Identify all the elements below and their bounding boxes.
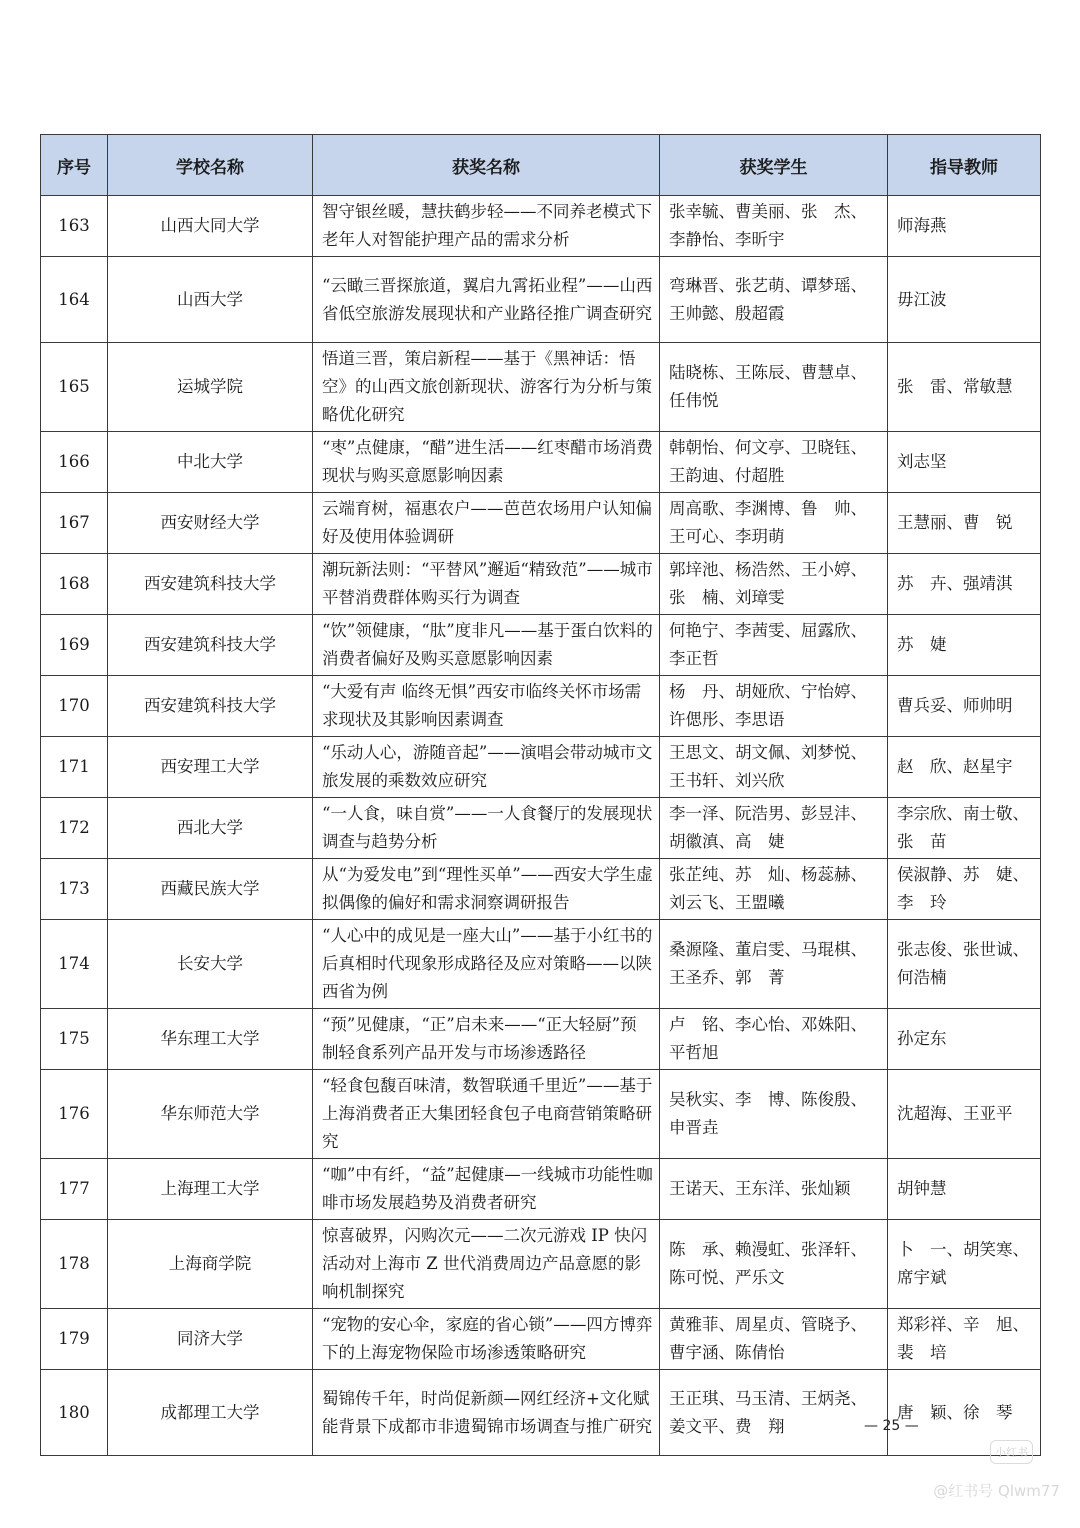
cell-award: “一人食，味自赏”——一人食餐厅的发展现状调查与趋势分析 (313, 798, 660, 859)
cell-students: 张幸毓、曹美丽、张 杰、李静怡、李昕宇 (660, 196, 888, 257)
cell-no: 167 (41, 493, 108, 554)
header-no: 序号 (41, 135, 108, 196)
cell-students: 杨 丹、胡娅欣、宁怡婷、许偲彤、李思语 (660, 676, 888, 737)
table-row (41, 1070, 1041, 1159)
cell-teachers: 卜 一、胡笑寒、席宇斌 (888, 1220, 1041, 1309)
cell-no: 171 (41, 737, 108, 798)
table-body (41, 196, 1041, 1456)
cell-no: 172 (41, 798, 108, 859)
cell-teachers: 苏 婕 (888, 615, 1041, 676)
header-students: 获奖学生 (660, 135, 888, 196)
cell-students: 桑源隆、董启雯、马琨棋、王圣乔、郭 菁 (660, 920, 888, 1009)
cell-school: 中北大学 (108, 432, 313, 493)
cell-teachers: 苏 卉、强靖淇 (888, 554, 1041, 615)
cell-students: 王诺天、王东洋、张灿颖 (660, 1159, 888, 1220)
cell-award: “咖”中有纤，“益”起健康—一线城市功能性咖啡市场发展趋势及消费者研究 (313, 1159, 660, 1220)
cell-students: 周高歌、李渊博、鲁 帅、王可心、李玥萌 (660, 493, 888, 554)
cell-school: 山西大同大学 (108, 196, 313, 257)
cell-teachers: 刘志坚 (888, 432, 1041, 493)
cell-students: 何艳宁、李茜雯、屈露欣、李正哲 (660, 615, 888, 676)
cell-no: 163 (41, 196, 108, 257)
table-row (41, 196, 1041, 257)
cell-teachers: 李宗欣、南士敬、张 苗 (888, 798, 1041, 859)
cell-school: 华东师范大学 (108, 1070, 313, 1159)
cell-teachers: 唐 颖、徐 琴 (888, 1370, 1041, 1456)
cell-teachers: 师海燕 (888, 196, 1041, 257)
cell-students: 王正琪、马玉清、王炳尧、姜文平、费 翔 (660, 1370, 888, 1456)
cell-no: 177 (41, 1159, 108, 1220)
cell-students: 陆晓栋、王陈辰、曹慧卓、任伟悦 (660, 343, 888, 432)
table-row (41, 343, 1041, 432)
cell-no: 178 (41, 1220, 108, 1309)
cell-students: 陈 承、赖漫虹、张泽轩、陈可悦、严乐文 (660, 1220, 888, 1309)
cell-school: 上海商学院 (108, 1220, 313, 1309)
cell-no: 173 (41, 859, 108, 920)
table-row (41, 1220, 1041, 1309)
cell-award: “轻食包馥百味清，数智联通千里近”——基于上海消费者正大集团轻食包子电商营销策略研究 (313, 1070, 660, 1159)
table-header (41, 135, 1041, 196)
cell-award: “宠物的安心伞，家庭的省心锁”——四方博弈下的上海宠物保险市场渗透策略研究 (313, 1309, 660, 1370)
cell-students: 黄雅菲、周星贞、管晓予、曹宇涵、陈倩怡 (660, 1309, 888, 1370)
cell-school: 成都理工大学 (108, 1370, 313, 1456)
cell-award: “云瞰三晋探旅道，翼启九霄拓业程”——山西省低空旅游发展现状和产业路径推广调查研究 (313, 257, 660, 343)
cell-school: 西安建筑科技大学 (108, 554, 313, 615)
watermark-logo: 小红书 (990, 1440, 1033, 1464)
table-row (41, 798, 1041, 859)
cell-no: 168 (41, 554, 108, 615)
cell-students: 王思文、胡文佩、刘梦悦、王书轩、刘兴欣 (660, 737, 888, 798)
header-school: 学校名称 (108, 135, 313, 196)
header-row (41, 135, 1041, 196)
table-row (41, 432, 1041, 493)
cell-no: 176 (41, 1070, 108, 1159)
table-row (41, 859, 1041, 920)
cell-award: 悟道三晋，策启新程——基于《黑神话：悟空》的山西文旅创新现状、游客行为分析与策略优化研究 (313, 343, 660, 432)
cell-students: 弯琳晋、张艺萌、谭梦瑶、王帅懿、殷超霞 (660, 257, 888, 343)
cell-award: “人心中的成见是一座大山”——基于小红书的后真相时代现象形成路径及应对策略——以陕西省为例 (313, 920, 660, 1009)
table-row (41, 554, 1041, 615)
table-row (41, 257, 1041, 343)
cell-teachers: 毋江波 (888, 257, 1041, 343)
cell-award: “预”见健康，“正”启未来——“正大轻厨”预制轻食系列产品开发与市场渗透路径 (313, 1009, 660, 1070)
header-teachers: 指导教师 (888, 135, 1041, 196)
cell-teachers: 侯淑静、苏 婕、李 玲 (888, 859, 1041, 920)
cell-school: 上海理工大学 (108, 1159, 313, 1220)
cell-students: 郭垶池、杨浩然、王小婷、张 楠、刘璋雯 (660, 554, 888, 615)
cell-award: “大爱有声 临终无惧”西安市临终关怀市场需求现状及其影响因素调查 (313, 676, 660, 737)
cell-no: 180 (41, 1370, 108, 1456)
cell-school: 西安建筑科技大学 (108, 676, 313, 737)
cell-award: 蜀锦传千年，时尚促新颜—网红经济+文化赋能背景下成都市非遗蜀锦市场调查与推广研究 (313, 1370, 660, 1456)
cell-award: “饮”领健康，“肽”度非凡——基于蛋白饮料的消费者偏好及购买意愿影响因素 (313, 615, 660, 676)
cell-no: 169 (41, 615, 108, 676)
table-row (41, 1009, 1041, 1070)
cell-teachers: 孙定东 (888, 1009, 1041, 1070)
table-row (41, 615, 1041, 676)
cell-award: “乐动人心，游随音起”——演唱会带动城市文旅发展的乘数效应研究 (313, 737, 660, 798)
cell-school: 同济大学 (108, 1309, 313, 1370)
cell-students: 李一泽、阮浩男、彭昱沣、胡徽滇、高 婕 (660, 798, 888, 859)
cell-award: 从“为爱发电”到“理性买单”——西安大学生虚拟偶像的偏好和需求洞察调研报告 (313, 859, 660, 920)
cell-teachers: 王慧丽、曹 锐 (888, 493, 1041, 554)
cell-no: 179 (41, 1309, 108, 1370)
page-number: — 25 — (864, 1418, 919, 1434)
cell-no: 166 (41, 432, 108, 493)
table-row (41, 737, 1041, 798)
watermark-account: @红书号 Qlwm77 (933, 1482, 1060, 1500)
cell-award: 云端育树，福惠农户——芭芭农场用户认知偏好及使用体验调研 (313, 493, 660, 554)
cell-students: 吴秋实、李 博、陈俊殷、申晋垚 (660, 1070, 888, 1159)
cell-teachers: 张志俊、张世诚、何浩楠 (888, 920, 1041, 1009)
cell-award: 潮玩新法则：“平替风”邂逅“精致范”——城市平替消费群体购买行为调查 (313, 554, 660, 615)
cell-teachers: 郑彩祥、辛 旭、裴 培 (888, 1309, 1041, 1370)
cell-no: 174 (41, 920, 108, 1009)
cell-school: 运城学院 (108, 343, 313, 432)
table-row (41, 1370, 1041, 1456)
cell-school: 西安财经大学 (108, 493, 313, 554)
cell-award: “枣”点健康，“醋”进生活——红枣醋市场消费现状与购买意愿影响因素 (313, 432, 660, 493)
cell-school: 西藏民族大学 (108, 859, 313, 920)
cell-teachers: 张 雷、常敏慧 (888, 343, 1041, 432)
cell-no: 175 (41, 1009, 108, 1070)
cell-school: 西安建筑科技大学 (108, 615, 313, 676)
cell-students: 韩朝怡、何文亭、卫晓钰、王韵迪、付超胜 (660, 432, 888, 493)
cell-school: 山西大学 (108, 257, 313, 343)
table-row (41, 1159, 1041, 1220)
table-row (41, 676, 1041, 737)
cell-no: 165 (41, 343, 108, 432)
header-award: 获奖名称 (313, 135, 660, 196)
cell-teachers: 沈超海、王亚平 (888, 1070, 1041, 1159)
table-row (41, 493, 1041, 554)
cell-school: 西安理工大学 (108, 737, 313, 798)
cell-no: 164 (41, 257, 108, 343)
table-row (41, 920, 1041, 1009)
cell-award: 惊喜破界，闪购次元——二次元游戏 IP 快闪活动对上海市 Z 世代消费周边产品意愿的影响机制探究 (313, 1220, 660, 1309)
cell-students: 卢 铭、李心怡、邓姝阳、平哲旭 (660, 1009, 888, 1070)
cell-teachers: 赵 欣、赵星宇 (888, 737, 1041, 798)
cell-school: 华东理工大学 (108, 1009, 313, 1070)
cell-award: 智守银丝暖，慧扶鹤步轻——不同养老模式下老年人对智能护理产品的需求分析 (313, 196, 660, 257)
table-row (41, 1309, 1041, 1370)
cell-teachers: 胡钟慧 (888, 1159, 1041, 1220)
cell-teachers: 曹兵妥、师帅明 (888, 676, 1041, 737)
cell-no: 170 (41, 676, 108, 737)
cell-school: 西北大学 (108, 798, 313, 859)
awards-table (40, 134, 1041, 1456)
cell-students: 张芷纯、苏 灿、杨蕊赫、刘云飞、王盟曦 (660, 859, 888, 920)
cell-school: 长安大学 (108, 920, 313, 1009)
